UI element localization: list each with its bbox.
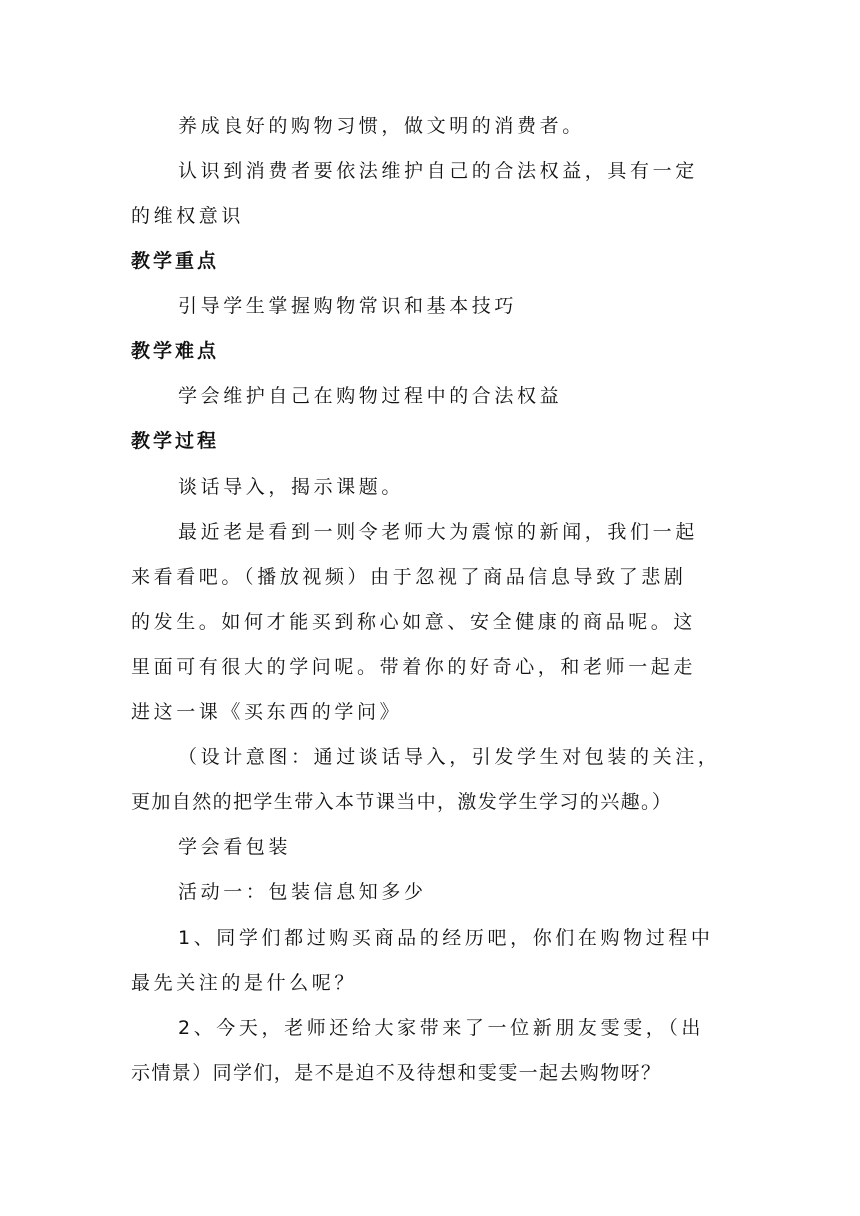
paragraph-line: 示情景）同学们，是不是迫不及待想和雯雯一起去购物呀？ (131, 1062, 662, 1084)
paragraph-line: 的维权意识 (131, 205, 245, 227)
paragraph-line: 学会看包装 (178, 836, 292, 858)
paragraph-line: 最先关注的是什么呢？ (131, 972, 358, 994)
paragraph-line: 里面可有很大的学问呢。带着你的好奇心，和老师一起走 (131, 656, 697, 678)
paragraph-line: 认识到消费者要依法维护自己的合法权益，具有一定 (178, 160, 698, 182)
paragraph-line: 引导学生掌握购物常识和基本技巧 (178, 295, 518, 317)
paragraph-line: 最近老是看到一则令老师大为震惊的新闻，我们一起 (178, 521, 698, 543)
paragraph-line: 进这一课《买东西的学问》 (131, 701, 403, 723)
paragraph-line: （设计意图：通过谈话导入，引发学生对包装的关注， (178, 746, 721, 768)
section-heading: 教学过程 (131, 430, 220, 452)
paragraph-line: 学会维护自己在购物过程中的合法权益 (178, 385, 563, 407)
paragraph-line: 来看看吧。（播放视频）由于忽视了商品信息导致了悲剧 (131, 566, 687, 588)
paragraph-line: 活动一：包装信息知多少 (178, 881, 427, 903)
section-heading: 教学难点 (131, 340, 220, 362)
paragraph-line: 1、同学们都过购买商品的经历吧，你们在购物过程中 (178, 927, 714, 949)
section-heading: 教学重点 (131, 250, 220, 272)
paragraph-line: 谈话导入，揭示课题。 (178, 476, 405, 498)
paragraph-line: 养成良好的购物习惯，做文明的消费者。 (178, 115, 585, 137)
paragraph-line: 的发生。如何才能买到称心如意、安全健康的商品呢。这 (131, 611, 697, 633)
paragraph-line: 2、今天，老师还给大家带来了一位新朋友雯雯，（出 (178, 1017, 704, 1039)
paragraph-line: 更加自然的把学生带入本节课当中，激发学生学习的兴趣。） (131, 791, 673, 813)
